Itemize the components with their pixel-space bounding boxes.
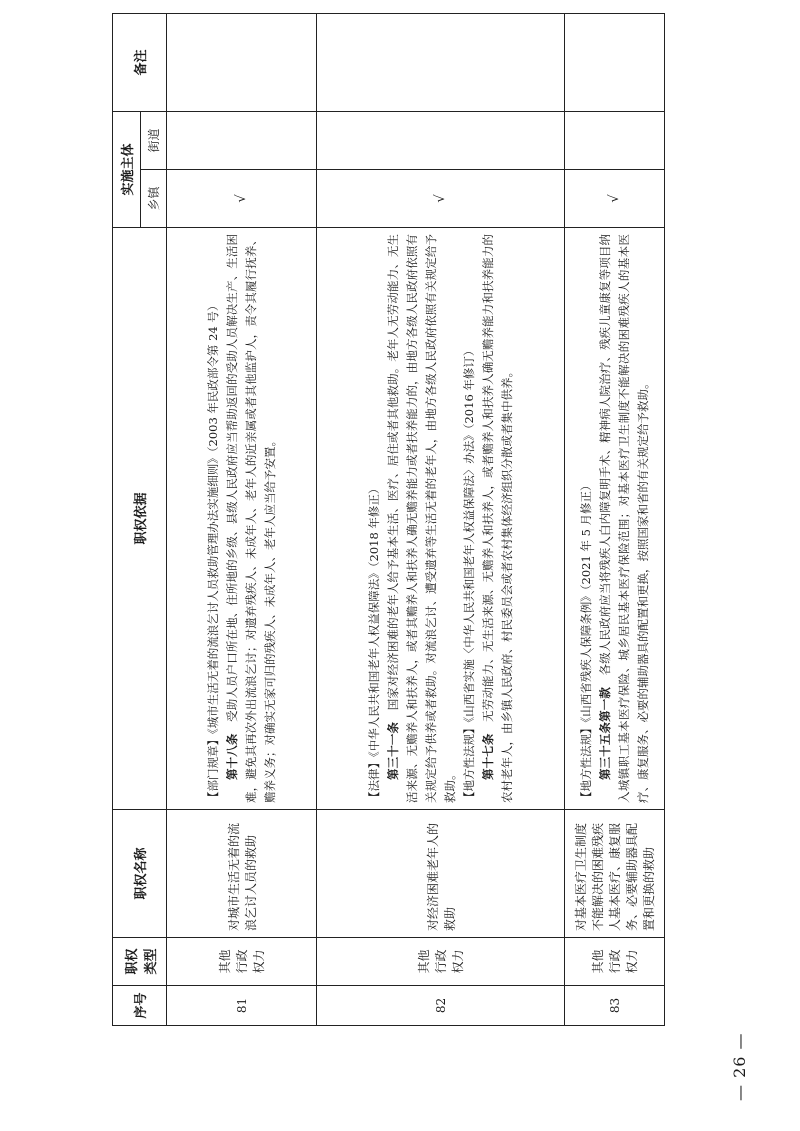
article-label: 第三十五条第一款 [597, 687, 612, 780]
basis-source: 【法律】《中华人民共和国老年人权益保障法》（2018 年修正） [366, 482, 381, 803]
table-row [565, 13, 665, 1025]
table-row [167, 13, 317, 1025]
row-name: 对经济困难老年人的救助 [317, 810, 565, 938]
row-remarks [565, 13, 665, 111]
article-label: 第十七条 [480, 733, 495, 780]
row-basis [317, 228, 565, 810]
article-text: 受助人员户口所在地、住所地的乡级、县级人民政府应当帮助返回的受助人员解决生产、生活困难，避免其再次外出流浪乞讨；对遗弃残疾人、未成年人、老年人的近亲属或者其他监护人，责令其履行抚养、赡养义务；对确实无家可归的残疾人、未成年人、老年人应当给予安置。 [224, 233, 277, 803]
article-text: 无劳动能力、无生活来源、无赡养人和扶养人，或者赡养人和扶养人确无赡养能力和扶养能力的农村老年人，由乡镇人民政府、村民委员会或者农村集体经济组织分散或者集中供养。 [480, 233, 514, 803]
row-type: 其他行政权力 [565, 938, 665, 986]
authority-table [112, 13, 665, 1026]
header-type: 职权类型 [113, 938, 167, 986]
header-name: 职权名称 [113, 810, 167, 938]
basis-article [223, 234, 280, 803]
row-seq: 83 [565, 986, 665, 1026]
row-remarks [317, 13, 565, 111]
row-street-check [167, 111, 317, 169]
header-street: 街道 [141, 111, 167, 169]
table-row [317, 13, 565, 1025]
article-text: 各级人民政府应当将残疾人白内障复明手术、精神病人院治疗、残疾儿童康复等项目纳入城镇职工基本医疗保险、城乡居民基本医疗保险范围；对基本医疗卫生制度不能解决的困难残疾人的基本医疗、康复服务、必要的辅助器具的配置和更换，按照国家和省的有关规定给予救助。 [597, 233, 650, 803]
row-remarks [167, 13, 317, 111]
header-subject: 实施主体 [113, 111, 141, 227]
row-township-check: √ [167, 170, 317, 228]
row-street-check [317, 111, 565, 169]
row-type: 其他行政权力 [167, 938, 317, 986]
header-remarks: 备注 [113, 13, 167, 111]
article-text: 国家对经济困难的老年人给予基本生活、医疗、居住或者其他救助。老年人无劳动能力、无生活来源、无赡养人和扶养人，或者其赡养人和扶养人确无赡养能力或者扶养能力的，由地方各级人民政府依照有关规定给予供养或者救助。对流浪乞讨、遭受遗弃等生活无着的老年人，由地方各级人民政府依照有关规定给予救助。 [385, 233, 457, 803]
basis-article [596, 234, 653, 803]
page-number: — 26 — [730, 1032, 749, 1101]
row-type: 其他行政权力 [317, 938, 565, 986]
basis-source: 【地方性法规】《山西省实施〈中华人民共和国老年人权益保障法〉办法》（2016 年修订） [461, 344, 476, 803]
row-basis [565, 228, 665, 810]
basis-article [479, 234, 517, 803]
header-basis: 职权依据 [113, 228, 167, 810]
basis-source: 【部门规章】《城市生活无着的流浪乞讨人员救助管理办法实施细则》（2003 年民政部令第 24 号） [205, 299, 220, 803]
row-township-check: √ [317, 170, 565, 228]
row-name: 对城市生活无着的流浪乞讨人员的救助 [167, 810, 317, 938]
row-township-check: √ [565, 170, 665, 228]
basis-article [384, 234, 460, 803]
header-seq: 序号 [113, 986, 167, 1026]
row-seq: 81 [167, 986, 317, 1026]
header-township: 乡镇 [141, 170, 167, 228]
row-name: 对基本医疗卫生制度不能解决的困难残疾人基本医疗、康复服务、必要辅助器具配置和更换的救助 [565, 810, 665, 938]
article-label: 第三十一条 [385, 721, 400, 780]
article-label: 第十八条 [224, 733, 239, 780]
row-seq: 82 [317, 986, 565, 1026]
row-basis [167, 228, 317, 810]
row-street-check [565, 111, 665, 169]
basis-source: 【地方性法规】《山西省残疾人保障条例》（2021 年 5 月修正） [578, 479, 593, 803]
